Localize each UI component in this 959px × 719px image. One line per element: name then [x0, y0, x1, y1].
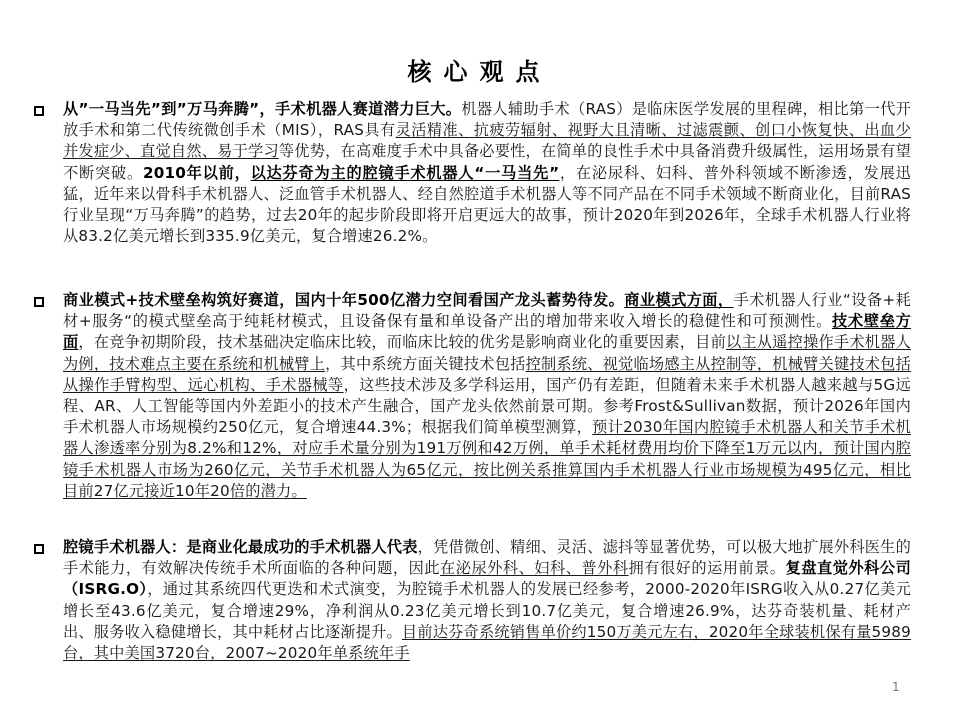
text-segment: ，通过其系统四代更迭和术式演变，为腔镜手术机器人的发展已经参考，2000-2020年ISRG收入从0.27亿美元增长至43.6亿美元，复合增速29%，净利润从0.23亿美元增长到10.7亿美元，复合增速26.9%，达芬奇装机量、耗材产出、服务收入稳健增长，其中耗材占比逐渐提升。	[63, 580, 911, 641]
underlined-text: 以主从遥控操作手术机器人为例，技术难点主要在系统和机械臂上	[63, 333, 911, 373]
text-segment: ，在竞争初期阶段，技术基础决定临床比较，而临床比较的优劣是影响商业化的重要因素，目前	[78, 333, 726, 352]
bullet-heading: 商业模式+技术壁垒构筑好赛道，国内十年500亿潜力空间看国产龙头蓄势待发。	[63, 291, 625, 309]
text-segment: ，其中系统方面关键技术包括	[325, 354, 526, 373]
bullet-heading: 腔镜手术机器人：是商业化最成功的手术机器人代表	[63, 538, 418, 556]
text-segment: ，凭借微创、精细、灵活、滤抖等显著优势，可以极大地扩展外科医生的手术能力，有效解决传统手术所面临的各种问题，因此	[63, 538, 911, 578]
page-title: 核心观点	[407, 58, 552, 86]
bullet-point-2	[34, 290, 914, 502]
bold-text: 复盘直觉外科公司（ISRG.O）	[63, 559, 911, 599]
text-segment: 拥有很好的运用前景。	[628, 559, 786, 578]
bullet-heading: 从”一马当先”到”万马奔腾”，手术机器人赛道潜力巨大。	[63, 100, 462, 118]
text-segment: 机器人辅助手术（RAS）是临床医学发展的里程碑，相比第一代开放手术和第二代传统微创手术（MIS），RAS具有	[63, 100, 912, 140]
bullet-point-3	[34, 537, 914, 664]
text-segment: ，在泌尿科、妇科、普外科领域不断渗透，发展迅猛，近年来以骨科手术机器人、泛血管手术机器人、经自然腔道手术机器人等不同产品在不同手术领域不断商业化，目前RAS行业呈现“万马奔腾”的趋势，过去20年的起步阶段即将开启更远大的故事，预计2020年到2026年，全球手术机器人行业将从83.2亿美元增长到335.9亿美元，复合增速26.2%。	[63, 163, 912, 246]
underlined-text: 在泌尿外科、妇科、普外科	[440, 559, 629, 578]
bold-text: 2010年以前，	[142, 163, 251, 182]
square-bullet-icon	[34, 297, 44, 307]
text-segment: 手术机器人行业“设备+耗材+服务“的模式壁垒高于纯耗材模式，且设备保有量和单设备产出的增加带来收入增长的稳健性和可预测性。	[63, 291, 912, 331]
bold-underlined-text: 商业模式方面，	[624, 291, 734, 309]
square-bullet-icon	[34, 106, 44, 116]
bold-underlined-text: 以达芬奇为主的腔镜手术机器人“一马当先”	[250, 163, 560, 182]
bullet-point-1	[34, 99, 914, 247]
underlined-text: 灵活精准、抗疲劳辐射、视野大且清晰、过滤震颤、创口小恢复快、出血少并发症少、直觉自然、易于学习	[63, 121, 912, 161]
bullet-paragraph	[63, 99, 911, 247]
bullet-paragraph	[63, 290, 911, 502]
underlined-text: 预计2030年国内腔镜手术机器人和关节手术机器人渗透率分别为8.2%和12%，对应手术量分别为191万例和42万例，单手术耗材费用均价下降至1万元以内，预计国内腔镜手术机器人市场为260亿元，关节手术机器人为65亿元，按比例关系推算国内手术机器人行业市场规模为495亿元，相比目前27亿元接近10年20倍的潜力。	[63, 418, 911, 500]
bullet-paragraph	[63, 537, 911, 664]
underlined-text: 控制系统、视觉临场感主从控制等，机械臂关键技术包括从操作手臂构型、远心机构、手术器械等	[63, 354, 912, 394]
text-segment: 等优势，在高难度手术中具备必要性，在简单的良性手术中具备消费升级属性，运用场景有望不断突破。	[63, 142, 911, 182]
text-segment: ，这些技术涉及多学科运用，国产仍有差距，但随着未来手术机器人越来越与5G远程、AR、人工智能等国内外差距小的技术产生融合，国产龙头依然前景可期。参考Frost&Sullivan数据，预计2026年国内手术机器人市场规模约250亿元，复合增速44.3%；根据我们简单模型测算，	[63, 375, 911, 437]
bold-underlined-text: 技术壁垒方面	[63, 312, 911, 352]
underlined-text: 目前达芬奇系统销售单价约150万美元左右，2020年全球装机保有量5989台，其中美国3720台，2007~2020年单系统年手	[63, 622, 911, 663]
square-bullet-icon	[34, 544, 44, 554]
page-number: 1	[892, 680, 900, 694]
